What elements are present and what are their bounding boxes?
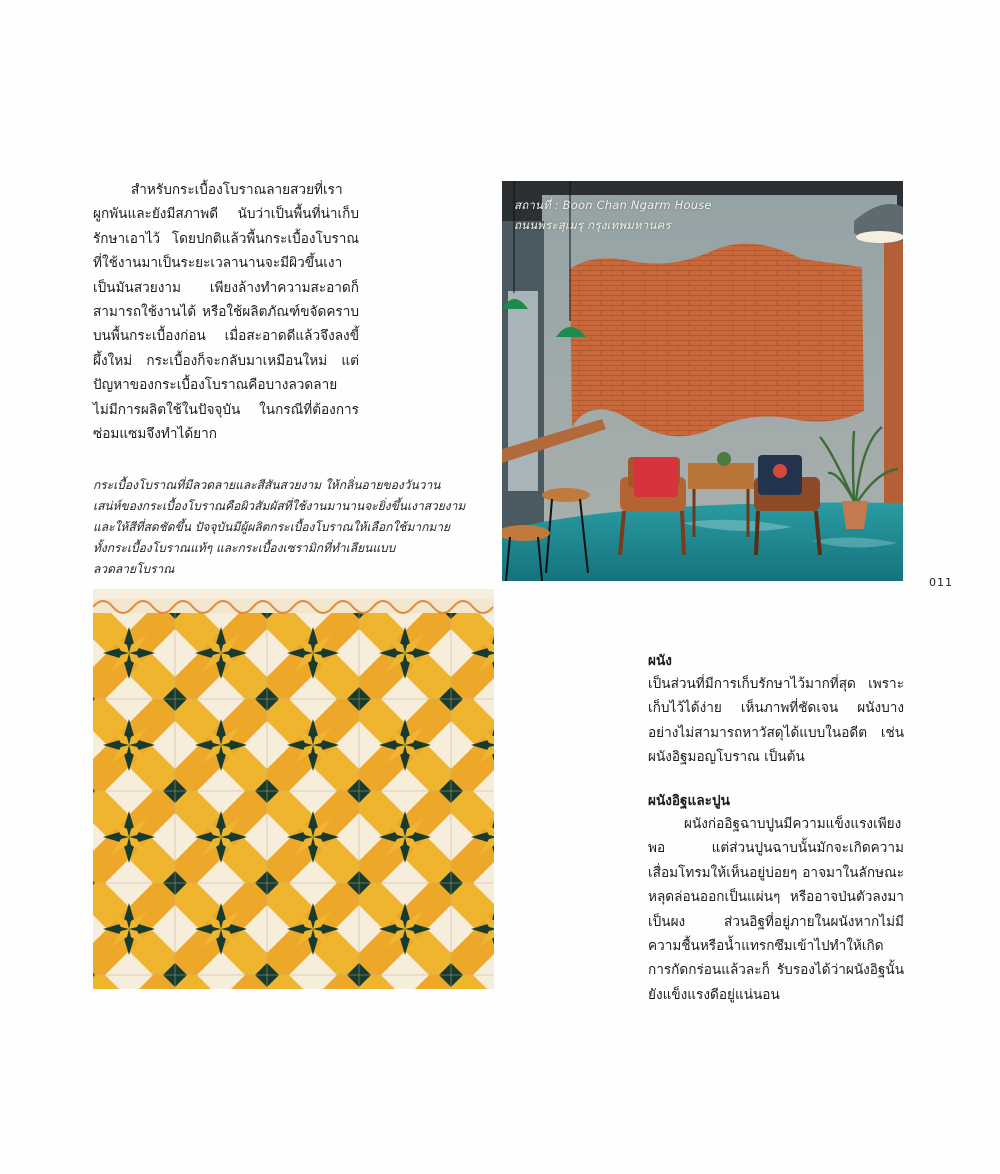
intro-text-block — [93, 178, 359, 446]
cafe-interior-photo — [502, 181, 903, 581]
brick-text-block — [648, 812, 904, 1007]
brick-plaster-section — [648, 790, 904, 1007]
caption-line: ทั้งกระเบื้องโบราณแท้ๆ และกระเบื้องเซรามิกที่ทำเลียนแบบ — [93, 541, 396, 555]
caption-line: เสน่ห์ของกระเบื้องโบราณคือผิวสัมผัสที่ใช้งานมานานจะยิ่งขึ้นเงาสวยงาม — [93, 499, 466, 513]
wall-paragraph: เป็นส่วนที่มีการเก็บรักษาไว้มากที่สุด เพราะเก็บไว้ได้ง่าย เห็นภาพที่ชัดเจน ผนังบางอย่างไม่สามารถหาวัสดุได้แบบในอดีต เช่น ผนังอิฐมอญโบราณ เป็นต้น — [648, 676, 904, 766]
wall-section — [648, 650, 904, 770]
caption-line: และให้สีที่สดชัดขึ้น ปัจจุบันมีผู้ผลิตกระเบื้องโบราณให้เลือกใช้มากมาย — [93, 520, 451, 534]
page-number: 011 — [929, 576, 953, 589]
tile-floor-photo — [93, 589, 494, 989]
tile-pattern-illustration — [93, 589, 494, 989]
caption-line: กระเบื้องโบราณที่มีลวดลายและสีสันสวยงาม ให้กลิ่นอายของวันวาน — [93, 478, 441, 492]
wall-heading: ผนัง — [648, 653, 672, 669]
caption-line: ลวดลายโบราณ — [93, 562, 175, 576]
brick-paragraph: ผนังก่ออิฐฉาบปูนมีความแข็งแรงเพียงพอ แต่ส่วนปูนฉาบนั้นมักจะเกิดความเสื่อมโทรมให้เห็นอยู่บ่อยๆ อาจมาในลักษณะหลุดล่อนออกเป็นแผ่นๆ หรืออาจป่นตัวลงมาเป็นผง ส่วนอิฐที่อยู่ภายในผนังหากไม่มีความชื้นหรือน้ำแทรกซึมเข้าไปทำให้เกิดการกัดกร่อนแล้วละก็ รับรองได้ว่าผนังอิฐนั้นยังแข็งแรงดีอยู่แน่นอน — [648, 816, 904, 1003]
brick-heading: ผนังอิฐและปูน — [648, 793, 730, 809]
intro-paragraph: สำหรับกระเบื้องโบราณลายสวยที่เราผูกพันและยังมีสภาพดี นับว่าเป็นพื้นที่น่าเก็บรักษาเอาไว้ โดยปกติแล้วพื้นกระเบื้องโบราณที่ใช้งานมาเป็นระยะเวลานานจะมีผิวขึ้นเงาเป็นมันสวยงาม เพียงล้างทำความสะอาดก็สามารถใช้งานได้ หรือใช้ผลิตภัณฑ์ขจัดคราบบนพื้นกระเบื้องก่อน เมื่อสะอาดดีแล้วจึงลงขี้ผึ้งใหม่ กระเบื้องก็จะกลับมาเหมือนใหม่ แต่ปัญหาของกระเบื้องโบราณคือบางลวดลายไม่มีการผลิตใช้ในปัจจุบัน ในกรณีที่ต้องการซ่อมแซมจึงทำได้ยาก — [93, 182, 359, 443]
photo-location-caption — [514, 195, 712, 235]
cafe-interior-illustration — [502, 181, 903, 581]
photo-caption-line-1: สถานที่ : Boon Chan Ngarm House — [514, 198, 712, 212]
photo-caption-line-2: ถนนพระสุเมรุ กรุงเทพมหานคร — [514, 218, 671, 232]
tile-photo-caption — [93, 475, 493, 580]
